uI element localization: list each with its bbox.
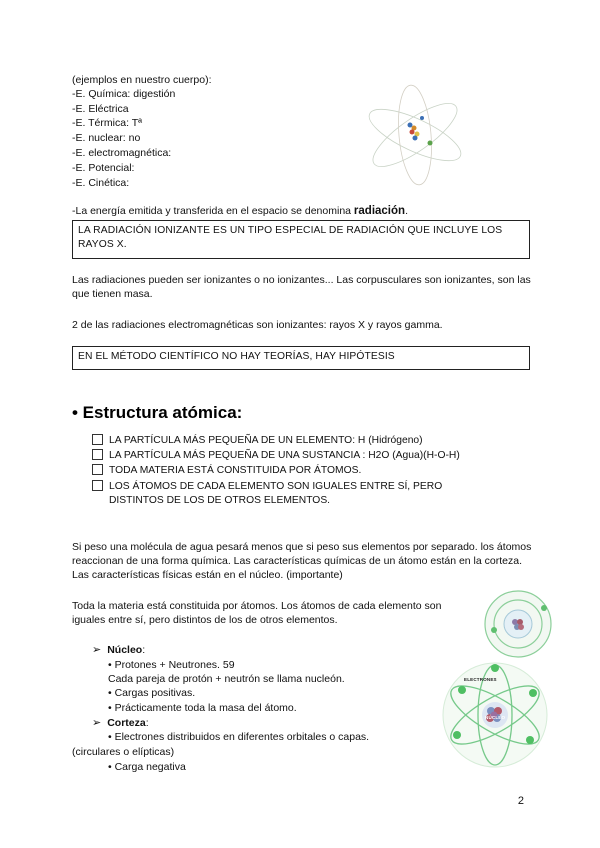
checkbox-icon bbox=[92, 464, 103, 475]
cortex-item: • Electrones distribuidos en diferentes orbitales o capas. bbox=[108, 731, 370, 743]
ionizing-paragraph: Las radiaciones pueden ser ionizantes o no ionizantes... Las corpusculares son ionizantes, son las que tienen masa. bbox=[72, 274, 531, 300]
energy-item: -E. nuclear: no bbox=[72, 132, 141, 144]
nucleus-label: NÚCLEO bbox=[485, 715, 506, 720]
nucleus-item: • Cargas positivas. bbox=[108, 687, 196, 699]
cortex-item: (circulares o elípticas) bbox=[72, 746, 175, 758]
energy-item: -E. Térmica: Tª bbox=[72, 117, 143, 129]
atom-diagram-small bbox=[482, 588, 554, 660]
ionizing-box: LA RADIACIÓN IONIZANTE ES UN TIPO ESPECIAL DE RADIACIÓN QUE INCLUYE LOS RAYOS X. bbox=[72, 220, 530, 259]
electromagnetic-paragraph: 2 de las radiaciones electromagnéticas son ionizantes: rayos X y rayos gamma. bbox=[72, 319, 443, 331]
checklist-item: LA PARTÍCULA MÁS PEQUEÑA DE UNA SUSTANCIA : H2O (Agua)(H-O-H) bbox=[92, 449, 509, 464]
section-title: • Estructura atómica: bbox=[72, 403, 243, 422]
page-number: 2 bbox=[517, 795, 524, 807]
checkbox-icon bbox=[92, 449, 103, 460]
checklist-item: TODA MATERIA ESTÁ CONSTITUIDA POR ÁTOMOS. bbox=[92, 464, 509, 479]
nucleus-heading: ➢ Núcleo: bbox=[92, 644, 146, 656]
energy-item: -E. Química: digestión bbox=[72, 88, 176, 100]
checkbox-icon bbox=[92, 480, 103, 491]
cortex-item: • Carga negativa bbox=[108, 761, 186, 773]
scientific-method-box: EN EL MÉTODO CIENTÍFICO NO HAY TEORÍAS, HAY HIPÓTESIS bbox=[72, 346, 530, 370]
nucleus-item: • Prácticamente toda la masa del átomo. bbox=[108, 702, 297, 714]
arrow-bullet-icon: ➢ bbox=[92, 644, 102, 656]
matter-paragraph: Toda la materia está constituida por átomos. Los átomos de cada elemento son iguales entre sí, pero distintos de los de otros elementos. bbox=[72, 600, 442, 626]
checklist-item: LA PARTÍCULA MÁS PEQUEÑA DE UN ELEMENTO: H (Hidrógeno) bbox=[92, 434, 509, 449]
atom-diagram-large bbox=[440, 660, 550, 770]
energy-item: -E. Potencial: bbox=[72, 162, 135, 174]
water-paragraph: Si peso una molécula de agua pesará menos que si peso sus elementos por separado. los átomos reaccionan de una forma química. Las características químicas de un átomo están en la corteza. Las características físicas están en el núcleo. (importante) bbox=[72, 541, 532, 581]
energy-item: -E. electromagnética: bbox=[72, 147, 172, 159]
energy-item: -E. Cinética: bbox=[72, 177, 130, 189]
radiation-sentence: -La energía emitida y transferida en el espacio se denomina radiación. bbox=[72, 205, 408, 217]
checkbox-icon bbox=[92, 434, 103, 445]
checklist-item: LOS ÁTOMOS DE CADA ELEMENTO SON IGUALES ENTRE SÍ, PERO DISTINTOS DE LOS DE OTROS ELEMENTOS. bbox=[92, 480, 489, 508]
energy-item: -E. Eléctrica bbox=[72, 103, 129, 115]
arrow-bullet-icon: ➢ bbox=[92, 717, 102, 729]
electrons-label: ELECTRONES bbox=[464, 677, 497, 682]
nucleus-item: • Protones + Neutrones. 59 bbox=[108, 659, 235, 671]
nucleus-item: Cada pareja de protón + neutrón se llama nucleón. bbox=[108, 673, 345, 685]
atom-illustration-small bbox=[360, 80, 470, 190]
energy-intro: (ejemplos en nuestro cuerpo): bbox=[72, 74, 212, 86]
cortex-heading: ➢ Corteza: bbox=[92, 717, 149, 729]
